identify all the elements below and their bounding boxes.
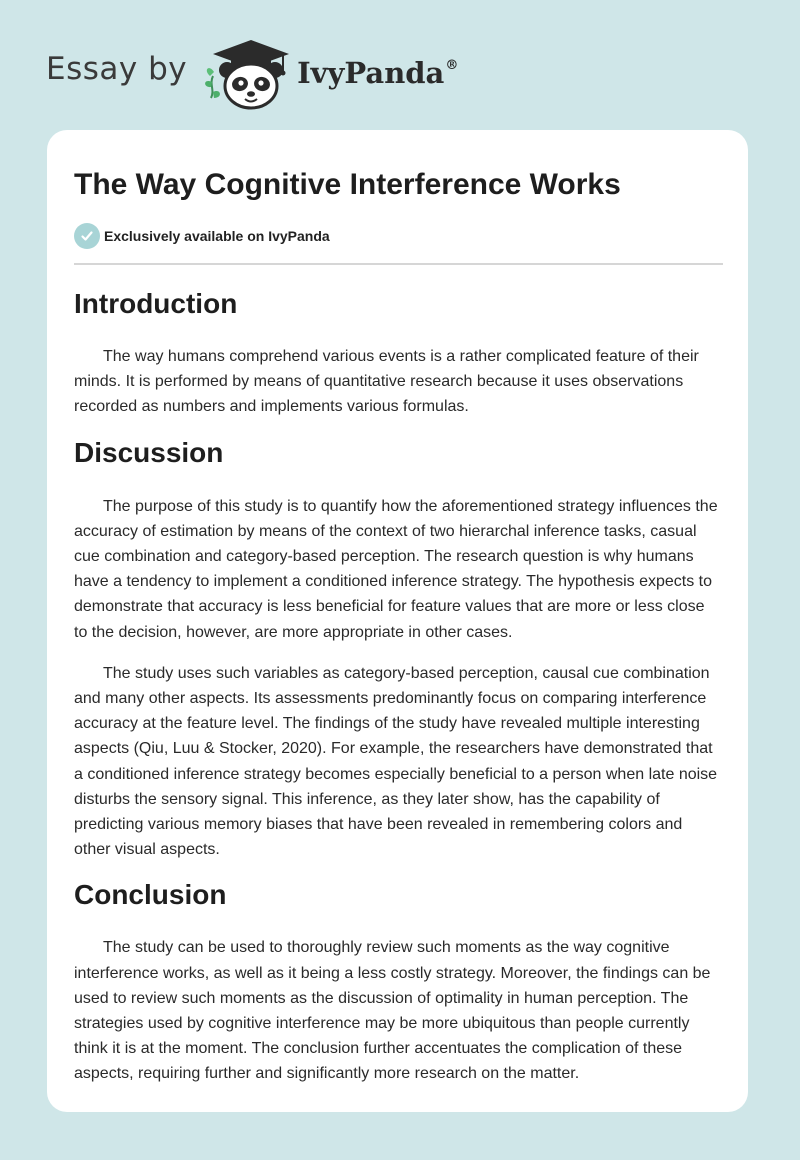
- section-heading: Discussion: [74, 436, 224, 468]
- check-icon: [74, 223, 100, 249]
- site-header: [46, 32, 458, 112]
- panda-graduation-cap-icon: [199, 32, 291, 112]
- section-discussion: [74, 436, 722, 863]
- section-heading: Introduction: [74, 288, 238, 319]
- section-heading: Conclusion: [74, 879, 227, 911]
- section-conclusion: [74, 878, 722, 1086]
- exclusive-badge: [74, 223, 722, 249]
- essay-card: [47, 130, 748, 1112]
- divider: [74, 263, 723, 265]
- paragraph: The way humans comprehend various events is a rather complicated feature of their minds. It is performed by means of quantitative research because it uses observations recorded as numbers and implements various formulas.: [74, 348, 699, 416]
- essay-by-label: Essay by: [46, 51, 188, 87]
- brand-name: IvyPanda®: [297, 56, 459, 90]
- paragraph: The study uses such variables as category-based perception, causal cue combination and many other aspects. Its assessments predominantly focus on comparing interference accuracy at the feature level. The findings of the study have revealed multiple interesting aspects (Qiu, Luu & Stocker, 2020). For example, the researchers have demonstrated that a conditioned inference strategy becomes especially beneficial to a person when late noise disturbs the sensory signal. This inference, as they later show, has the capability of predicting various memory biases that have been revealed in remembering colors and other visual aspects.: [74, 664, 718, 859]
- exclusive-badge-text: Exclusively available on IvyPanda: [104, 228, 330, 244]
- section-introduction: [74, 287, 722, 420]
- page-title: The Way Cognitive Interference Works: [74, 168, 621, 201]
- paragraph: The purpose of this study is to quantify how the aforementioned strategy influences the accuracy of estimation by means of the context of two hierarchal inference tasks, casual cue combination and category-based perception. The research question is why humans have a tendency to implement a conditioned inference strategy. The hypothesis expects to demonstrate that accuracy is less beneficial for feature values that are more or less close to the decision, however, are more appropriate in other cases.: [74, 497, 718, 641]
- paragraph: The study can be used to thoroughly review such moments as the way cognitive interference works, as well as it being a less costly strategy. Moreover, the findings can be used to review such moments as the discussion of optimality in human perception. The strategies used by cognitive interference may be more ubiquitous than people currently think it is at the moment. The conclusion further accentuates the complication of these aspects, requiring further and significantly more research on the matter.: [74, 939, 711, 1083]
